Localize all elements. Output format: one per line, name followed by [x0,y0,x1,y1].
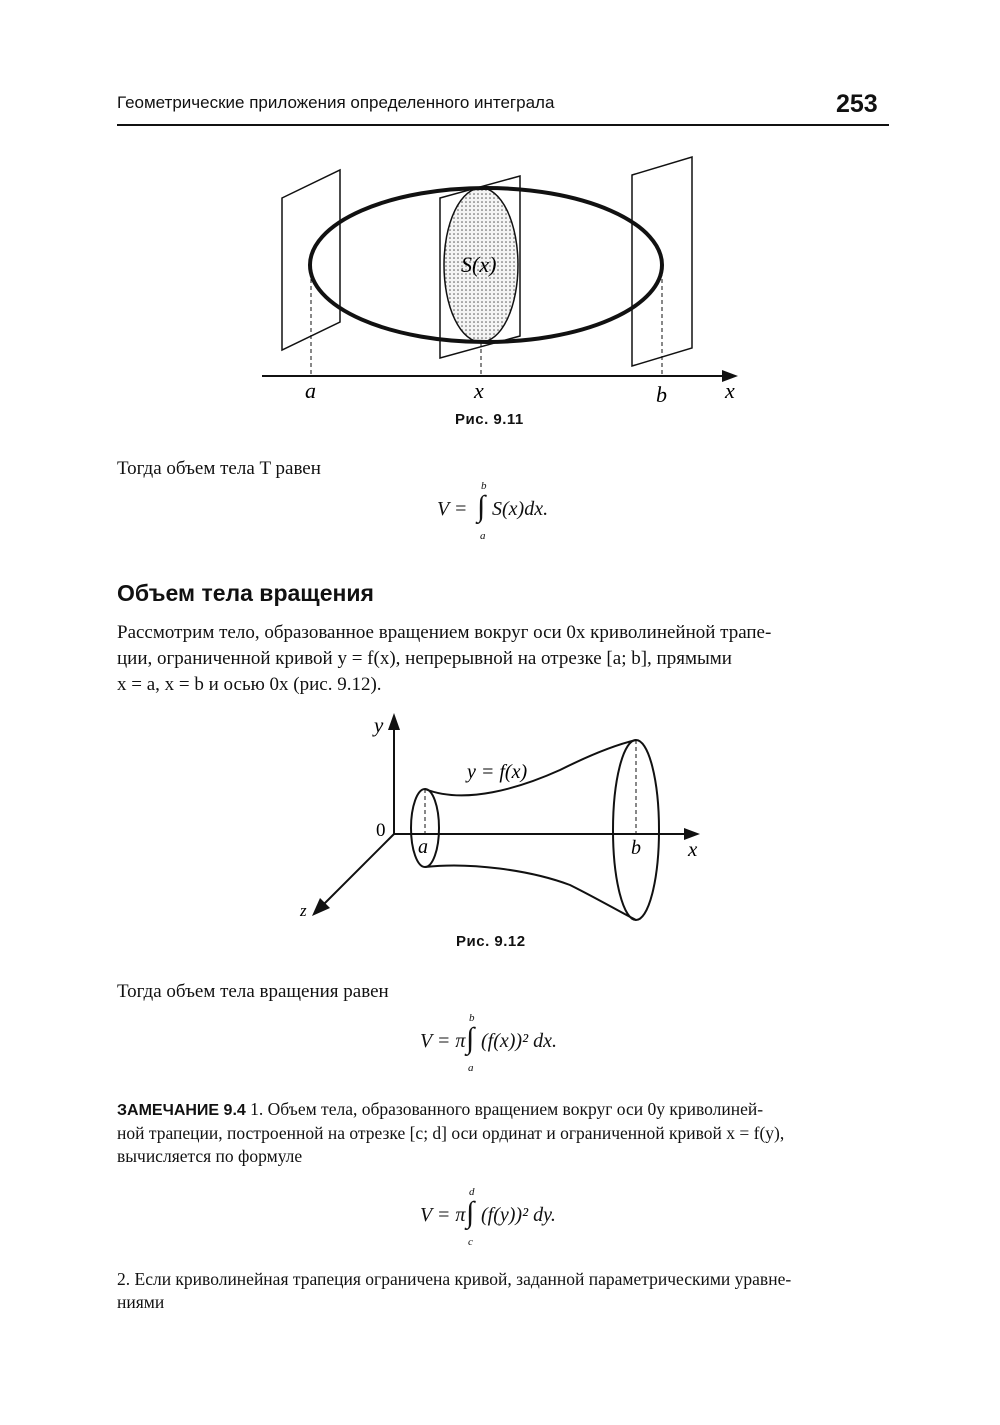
axis-label-x: x [688,837,698,861]
formula-upper-limit: b [481,480,487,492]
tick-x: x [474,378,484,403]
remark-line: ной трапеции, построенной на отрезке [c; d] оси ординат и ограниченной кривой x = f(y), [117,1123,785,1143]
formula-upper-limit: d [469,1186,475,1198]
paragraph-line: 2. Если криволинейная трапеция ограничена кривой, заданной параметрическими уравне- [117,1269,792,1289]
page-number: 253 [836,90,878,118]
figure-9-12 [290,705,720,930]
integral-sign: ∫ [466,1022,475,1055]
paragraph-text [117,1268,889,1314]
tick-b: b [656,382,667,407]
paragraph-line: x = a, x = b и осью 0x (рис. 9.12). [117,674,382,695]
remark-line [117,1098,889,1122]
remark-text: 1. Объем тела, образованного вращением вокруг оси 0y криволиней- [250,1099,764,1119]
tick-a: a [418,836,428,858]
formula-lower-limit: a [468,1062,474,1074]
formula-upper-limit: b [469,1012,475,1024]
formula-integrand: S(x)dx. [492,498,549,520]
curve-upper [425,740,636,795]
formula-lhs: V = π [420,1030,466,1052]
header-rule [117,124,889,126]
paragraph-line: ниями [117,1292,165,1312]
integral-sign: ∫ [477,490,486,523]
figure-caption: Рис. 9.11 [455,411,524,428]
right-cross-section [613,740,659,920]
remark-label: ЗАМЕЧАНИЕ 9.4 [117,1102,246,1119]
formula-integrand: (f(x))² dx. [481,1030,557,1052]
axis-label-x: x [725,378,735,403]
formula-oy-volume [420,1186,610,1250]
figure-9-11 [255,150,775,410]
running-header: Геометрические приложения определенного интеграла [117,93,555,112]
integral-sign: ∫ [466,1196,475,1229]
section-title: Объем тела вращения [117,580,374,606]
figure-caption: Рис. 9.12 [456,933,526,950]
formula-rotation-volume [420,1012,610,1076]
formula-lhs: V = π [420,1204,466,1226]
origin-label: 0 [376,820,386,841]
remark-block [117,1098,889,1168]
y-axis-arrow [388,713,400,730]
axis-label-y: y [374,713,384,737]
formula-lhs: V = [437,498,468,520]
paragraph-line: Рассмотрим тело, образованное вращением вокруг оси 0x криволинейной трапе- [117,622,772,643]
formula-lower-limit: a [480,530,486,542]
label-area: S(x) [461,252,497,277]
paragraph-text: Тогда объем тела вращения равен [117,981,389,1002]
paragraph-line: ции, ограниченной кривой y = f(x), непрерывной на отрезке [a; b], прямыми [117,648,732,669]
tick-b: b [631,837,641,859]
formula-volume [437,482,597,542]
axis-label-z: z [300,901,307,920]
paragraph-text: Тогда объем тела T равен [117,458,321,479]
formula-lower-limit: c [468,1236,473,1248]
remark-line: вычисляется по формуле [117,1146,303,1166]
tick-a: a [305,378,316,403]
curve-label: y = f(x) [467,761,528,783]
formula-integrand: (f(y))² dy. [481,1204,556,1226]
curve-lower [425,866,636,920]
z-axis [320,834,394,908]
paragraph [117,620,889,698]
